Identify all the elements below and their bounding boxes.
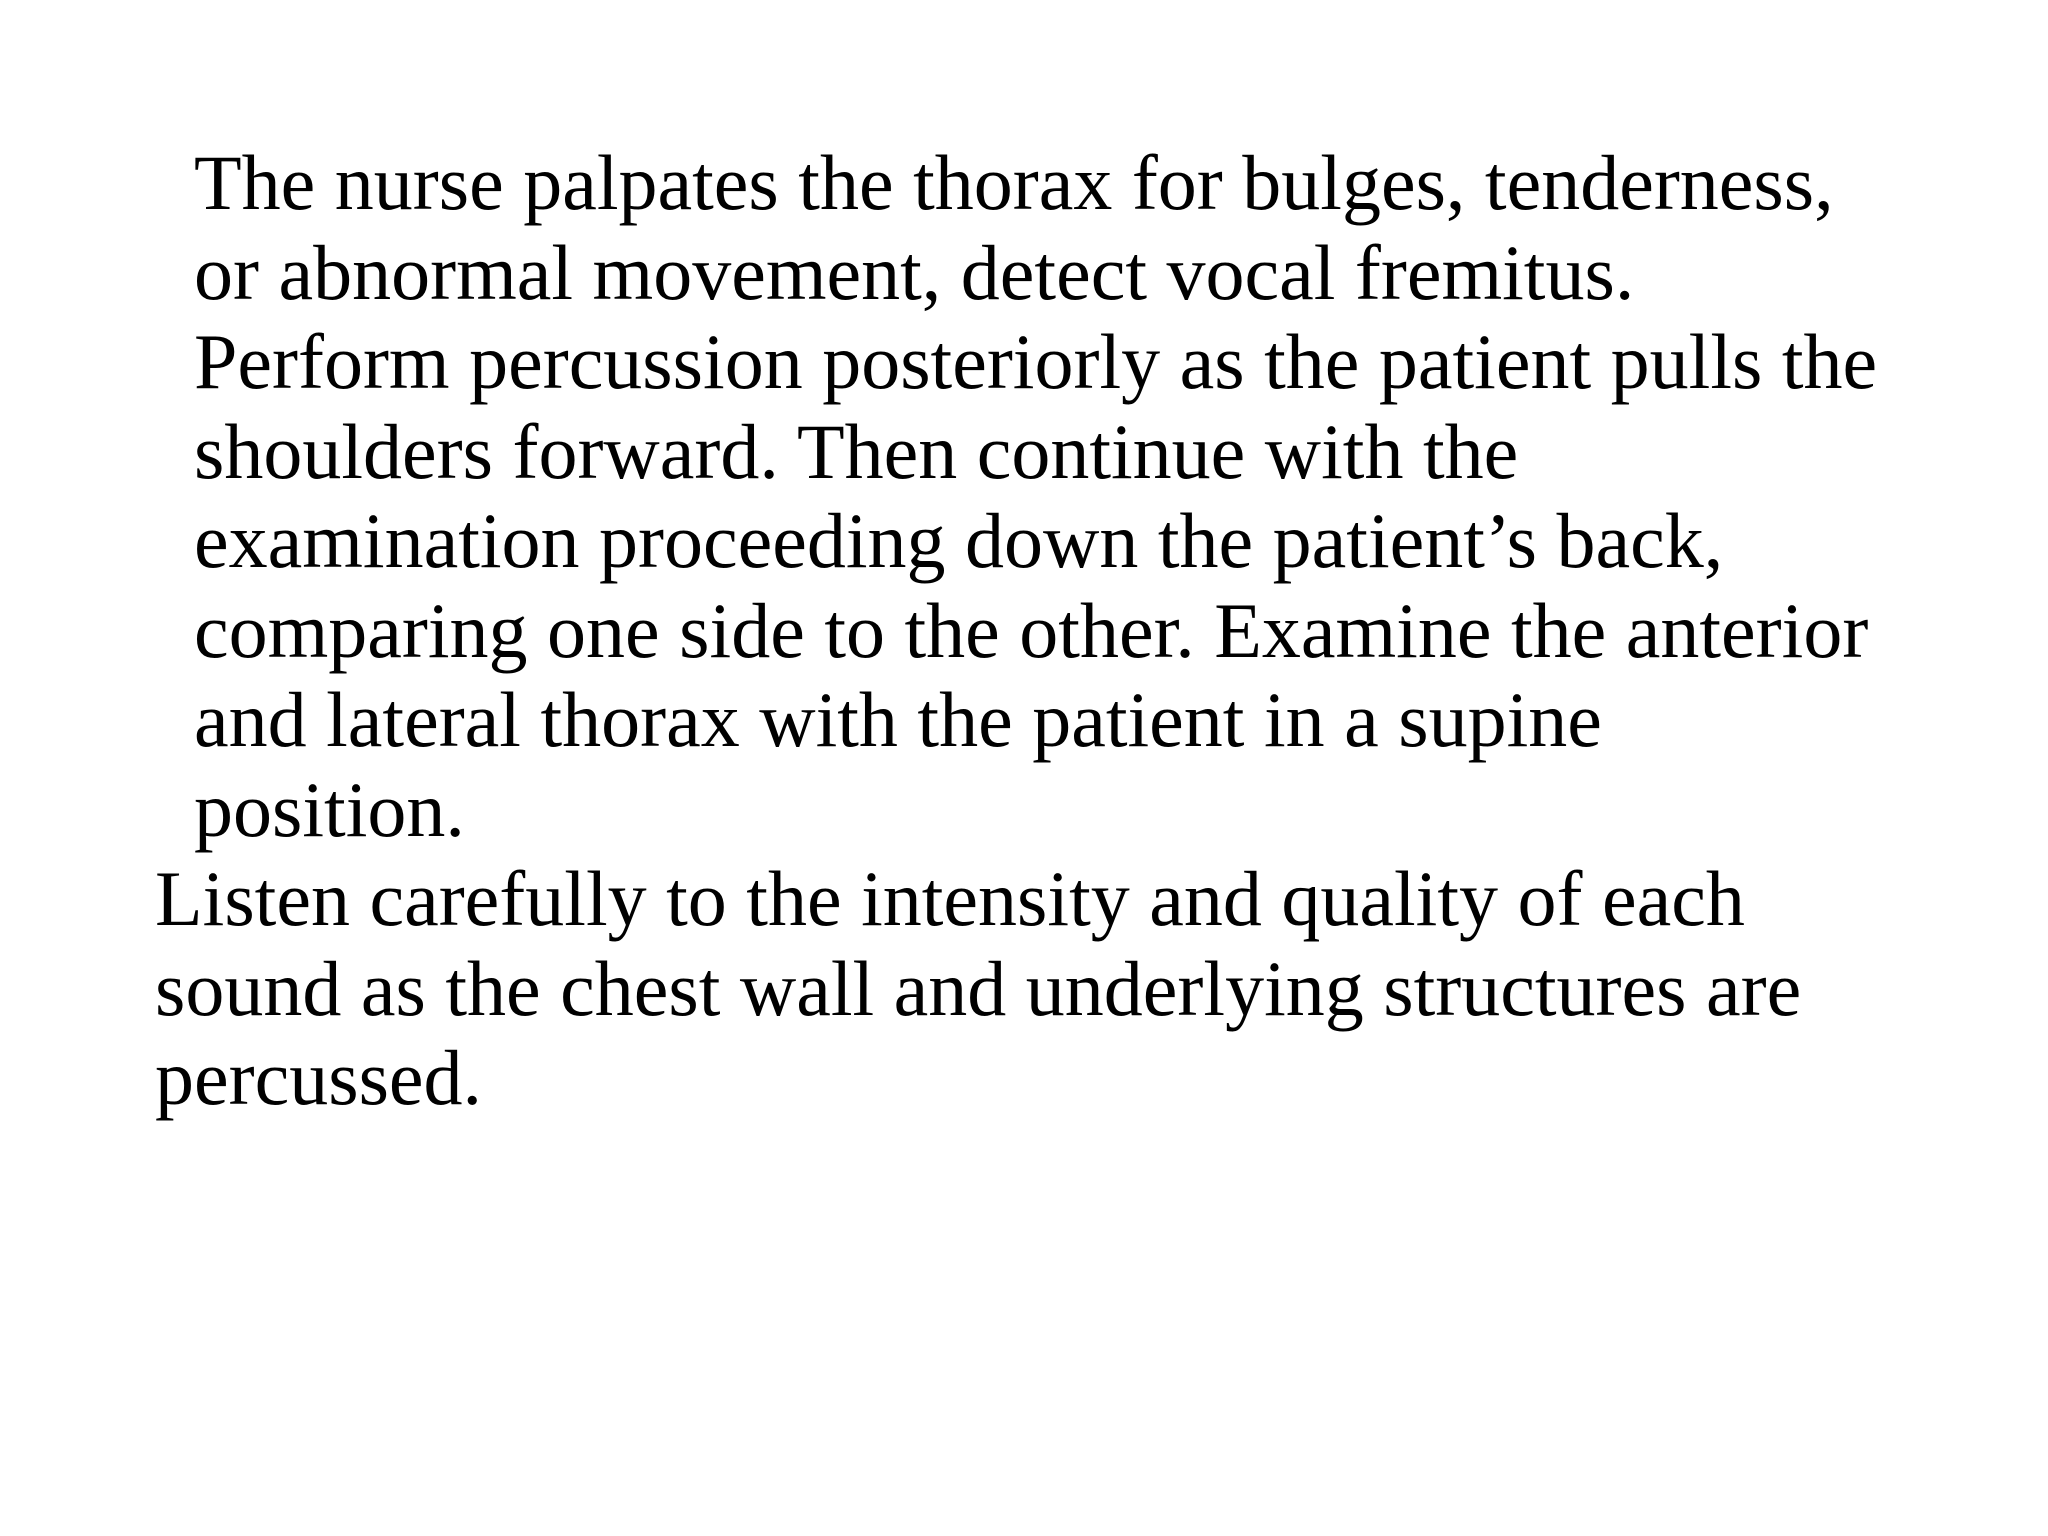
- text-line: position.: [194, 765, 465, 853]
- text-line: percussed.: [155, 1034, 483, 1121]
- paragraph-palpation-percussion: [155, 138, 1955, 854]
- text-line: sound as the chest wall and underlying structures are: [155, 944, 1802, 1032]
- text-line: The nurse palpates the thorax for bulges, tenderness,: [194, 139, 1834, 226]
- text-line: Perform percussion posteriorly as the patient pulls the: [194, 318, 1878, 405]
- text-line: or abnormal movement, detect vocal fremitus.: [194, 228, 1635, 316]
- slide-body-text: [155, 138, 1955, 1123]
- text-line: comparing one side to the other. Examine the anterior: [194, 586, 1869, 674]
- text-line: examination proceeding down the patient’s back,: [194, 497, 1724, 584]
- text-line: Listen carefully to the intensity and quality of each: [155, 855, 1745, 942]
- paragraph-listen-carefully: [155, 854, 1955, 1123]
- text-line: and lateral thorax with the patient in a supine: [194, 676, 1602, 763]
- text-line: shoulders forward. Then continue with the: [194, 407, 1519, 495]
